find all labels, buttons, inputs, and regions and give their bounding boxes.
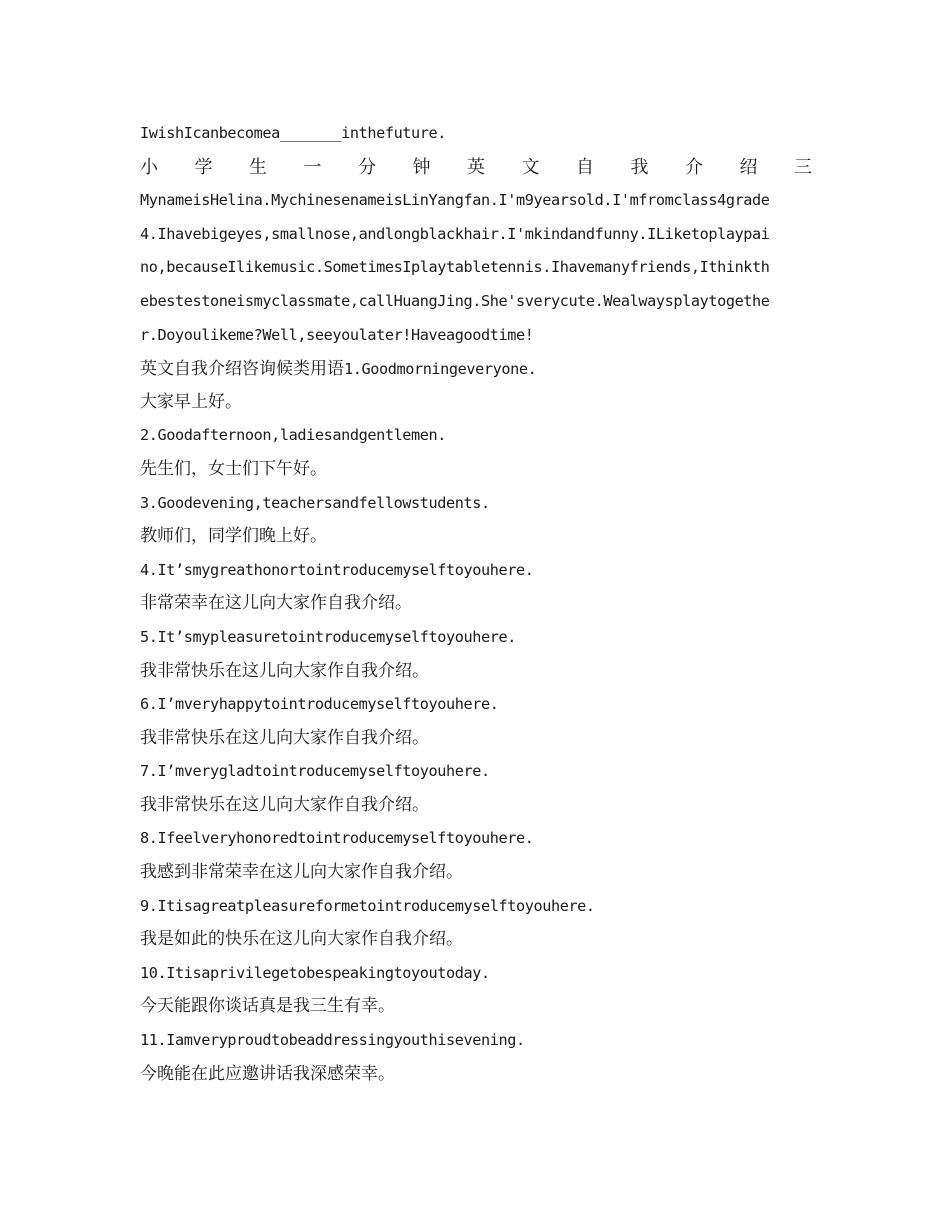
paragraph-line: ebestestoneismyclassmate,callHuangJing.She'sverycute.Wealwaysplaytogethe (140, 291, 770, 310)
intro-line: IwishIcanbecomea_______inthefuture. (140, 124, 447, 142)
document-page (140, 117, 812, 1091)
phrase-cn: 非常荣幸在这儿向大家作自我介绍。 (140, 593, 412, 614)
phrase-en: 5.It’smypleasuretointroducemyselftoyouhere. (140, 627, 516, 646)
phrase-en: 6.I’mveryhappytointroducemyselftoyouhere. (140, 695, 499, 714)
phrase-cn: 我非常快乐在这儿向大家作自我介绍。 (140, 794, 429, 815)
greeting-heading (140, 352, 812, 386)
greeting-heading-cn: 英文自我介绍咨询候类用语 (140, 359, 344, 380)
title-char: 我 (630, 156, 649, 178)
greeting-heading-en: 1.Goodmorningeveryone. (344, 360, 537, 379)
phrase-cn: 我是如此的快乐在这儿向大家作自我介绍。 (140, 929, 463, 950)
phrase-cn: 大家早上好。 (140, 391, 242, 412)
phrase-cn: 教师们，同学们晚上好。 (140, 526, 327, 547)
title-char: 小 (140, 156, 158, 178)
phrase-cn: 先生们，女士们下午好。 (140, 458, 327, 479)
phrase-en: 2.Goodafternoon,ladiesandgentlemen. (140, 426, 447, 445)
title-char: 自 (576, 156, 594, 178)
phrase-cn: 我感到非常荣幸在这儿向大家作自我介绍。 (140, 862, 463, 883)
title-char: 钟 (412, 156, 431, 178)
phrase-cn: 我非常快乐在这儿向大家作自我介绍。 (140, 727, 429, 748)
title-char: 生 (249, 156, 267, 178)
phrase-en: 11.Iamveryproudtobeaddressingyouthisevening. (140, 1031, 525, 1050)
phrase-cn: 今晚能在此应邀讲话我深感荣幸。 (140, 1063, 395, 1084)
phrase-cn: 今天能跟你谈话真是我三生有幸。 (140, 996, 395, 1017)
phrase-cn: 我非常快乐在这儿向大家作自我介绍。 (140, 660, 429, 681)
paragraph-line: no,becauseIlikemusic.SometimesIplaytabletennis.Ihavemanyfriends,Ithinkth (140, 258, 770, 277)
phrase-en: 7.I’mverygladtointroducemyselftoyouhere. (140, 762, 490, 781)
title-char: 分 (358, 156, 376, 178)
title-char: 英 (467, 156, 485, 178)
phrase-en: 3.Goodevening,teachersandfellowstudents. (140, 493, 490, 512)
title-char: 一 (303, 156, 322, 178)
phrase-en: 4.It’smygreathonortointroducemyselftoyouhere. (140, 560, 534, 579)
paragraph-line: r.Doyoulikeme?Well,seeyoulater!Haveagoodtime! (140, 325, 534, 344)
title-char: 三 (794, 156, 812, 178)
phrase-en: 10.Itisaprivilegetobespeakingtoyoutoday. (140, 963, 490, 982)
paragraph-line: MynameisHelina.MychinesenameisLinYangfan.I'm9yearsold.I'mfromclass4grade (140, 191, 770, 210)
title-char: 介 (685, 156, 703, 178)
phrase-en: 8.Ifeelveryhonoredtointroducemyselftoyouhere. (140, 829, 534, 848)
phrase-en: 9.Itisagreatpleasureformetointroducemyselftoyouhere. (140, 896, 595, 915)
section-title (140, 151, 812, 185)
title-char: 绍 (739, 156, 758, 178)
title-char: 文 (521, 156, 540, 178)
paragraph-line: 4.Ihavebigeyes,smallnose,andlongblackhair.I'mkindandfunny.ILiketoplaypai (140, 224, 770, 243)
title-char: 学 (194, 156, 213, 178)
